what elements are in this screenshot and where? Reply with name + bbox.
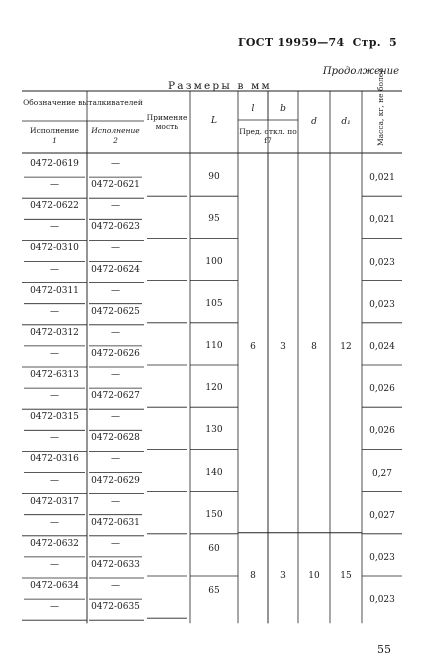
row-variant2: 0472-0628 (91, 433, 140, 444)
group-d1: 15 (340, 571, 352, 581)
row-variant1: 0472-0310 (30, 243, 79, 254)
group-d: 8 (311, 341, 317, 352)
header-mass: Масса, кг, не более (376, 68, 385, 146)
row-mass: 0,023 (369, 552, 395, 563)
row-L: 90 (208, 172, 220, 183)
row-variant2: — (111, 327, 120, 338)
row-variant1: — (50, 517, 59, 528)
row-variant1: — (50, 180, 59, 191)
row-variant2: 0472-0623 (91, 222, 140, 233)
group-b: 3 (280, 571, 286, 581)
page-number: 55 (377, 643, 391, 656)
row-variant1: — (50, 222, 59, 233)
row-L: 140 (205, 467, 223, 478)
header-variant1-num: 1 (52, 136, 57, 145)
group-b: 3 (280, 341, 286, 352)
row-variant2: 0472-0629 (91, 475, 140, 486)
row-variant1: 0472-0316 (30, 454, 79, 465)
row-variant2: — (111, 496, 120, 507)
row-L: 65 (208, 586, 220, 597)
row-variant1: 0472-0312 (30, 327, 79, 338)
row-L: 120 (205, 383, 223, 394)
row-variant2: 0472-0635 (91, 602, 140, 613)
row-mass: 0,023 (369, 299, 395, 310)
row-variant2: — (111, 285, 120, 296)
row-variant1: — (50, 391, 59, 402)
group-l: 6 (250, 341, 256, 352)
group-l: 8 (250, 571, 256, 581)
row-variant2: 0472-0633 (91, 559, 140, 570)
row-L: 60 (208, 543, 220, 554)
row-L: 105 (205, 298, 223, 309)
standard-number: ГОСТ 19959—74 (238, 36, 345, 49)
row-variant1: 0472-0315 (30, 412, 79, 423)
row-variant1: — (50, 348, 59, 359)
row-mass: 0,27 (371, 468, 393, 479)
header-variant1: Исполнение (30, 126, 79, 135)
row-variant2: — (111, 201, 120, 212)
row-mass: 0,023 (369, 257, 395, 268)
row-mass: 0,023 (369, 595, 395, 606)
row-variant2: — (111, 370, 120, 380)
row-variant2: 0472-0624 (91, 264, 140, 275)
row-variant2: — (111, 581, 120, 591)
group-d: 10 (308, 571, 320, 581)
row-variant2: 0472-0625 (91, 306, 140, 317)
row-L: 130 (205, 425, 223, 436)
row-mass: 0,021 (369, 173, 395, 184)
row-mass: 0,027 (369, 510, 395, 521)
row-variant1: — (50, 306, 59, 317)
row-variant2: — (111, 243, 120, 254)
header-designation: Обозначение выталкивателей (23, 98, 143, 107)
row-variant2: 0472-0627 (91, 391, 140, 402)
continuation-note: Продолжение (322, 66, 399, 77)
row-variant2: 0472-0626 (91, 348, 140, 359)
row-variant2: — (111, 454, 120, 465)
row-variant2: 0472-0631 (91, 517, 140, 528)
row-mass: 0,021 (369, 215, 395, 226)
row-variant1: 0472-0622 (30, 201, 79, 212)
header-b: b (280, 104, 286, 114)
row-variant1: 0472-0317 (30, 496, 79, 507)
page-num: 5 (389, 36, 397, 49)
row-variant1: 0472-0634 (30, 581, 79, 591)
row-variant1: 0472-6313 (30, 370, 79, 380)
header-tolerance: Пред. откл. по f7 (239, 127, 297, 145)
dimensions-note: Размеры в мм (168, 80, 272, 92)
header-L: L (211, 116, 217, 126)
row-variant1: — (50, 264, 59, 275)
header-applicability: Применяемость (146, 113, 188, 131)
group-d1: 12 (340, 341, 352, 352)
row-mass: 0,026 (369, 384, 395, 395)
row-L: 110 (205, 340, 223, 351)
header-variant2: Исполнение (91, 126, 140, 135)
page-label: Стр. (352, 36, 381, 49)
row-L: 150 (205, 509, 223, 520)
row-variant2: — (111, 538, 120, 549)
row-variant2: — (111, 159, 120, 169)
row-variant1: — (50, 433, 59, 444)
row-variant1: 0472-0619 (30, 159, 79, 169)
row-mass: 0,026 (369, 426, 395, 437)
row-variant2: 0472-0621 (91, 180, 140, 191)
header-l: l (251, 104, 255, 114)
row-L: 95 (208, 214, 220, 225)
row-variant2: — (111, 412, 120, 423)
row-L: 100 (205, 256, 223, 267)
header-variant2-num: 2 (113, 136, 118, 145)
row-variant1: 0472-0632 (30, 538, 79, 549)
row-variant1: — (50, 475, 59, 486)
row-mass: 0,024 (369, 341, 395, 352)
row-variant1: — (50, 602, 59, 613)
row-variant1: — (50, 559, 59, 570)
header-d1: d₁ (341, 117, 351, 127)
row-variant1: 0472-0311 (30, 285, 79, 296)
header-d: d (311, 117, 317, 127)
